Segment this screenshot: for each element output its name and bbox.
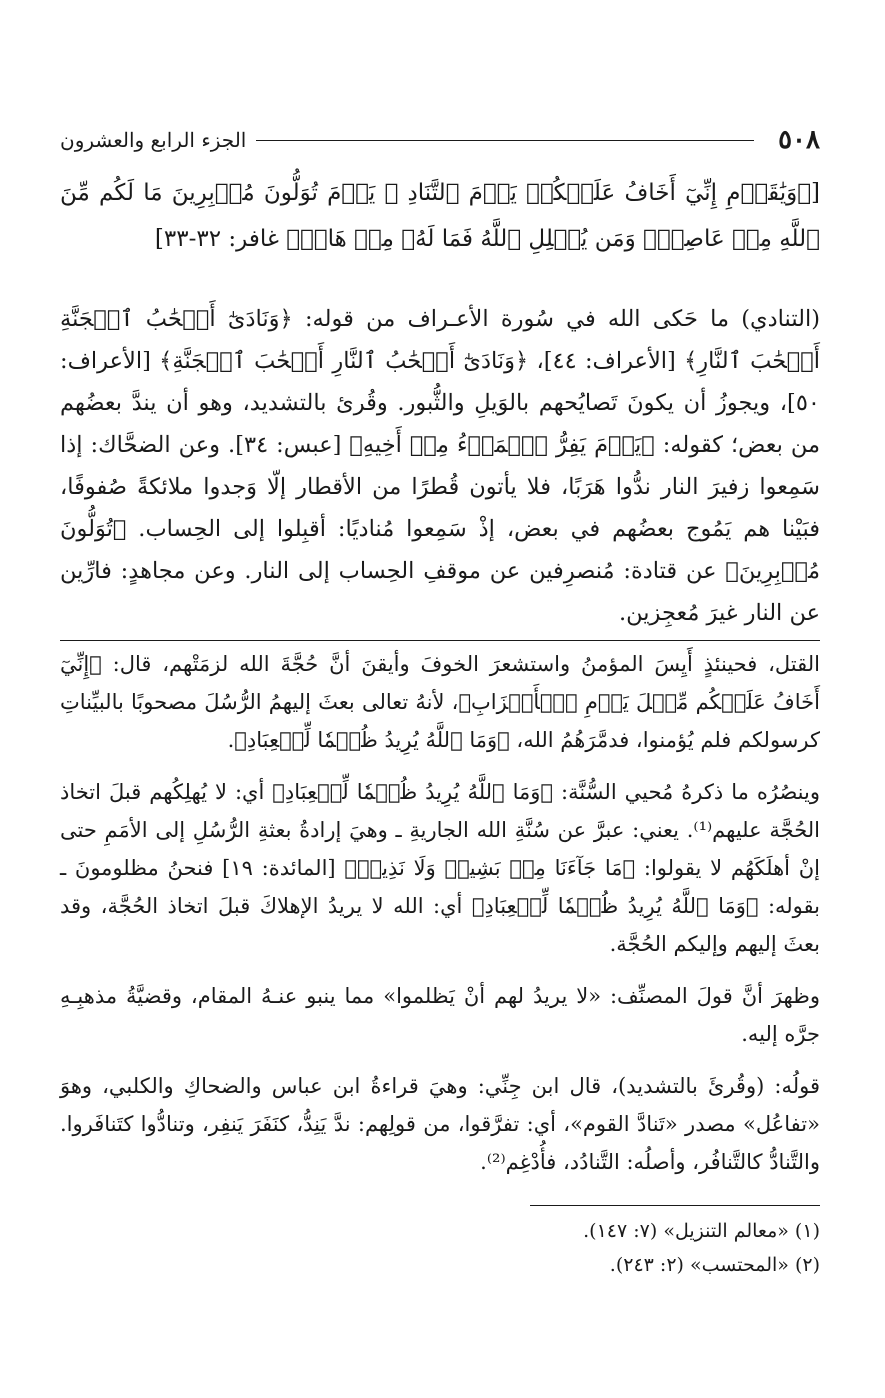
quranic-verse: [﴿وَيَٰقَوۡمِ إِنِّيٓ أَخَافُ عَلَيۡكُمۡ يَوۡمَ ٱلتَّنَادِ ۞ يَوۡمَ تُوَلُّونَ مُدۡبِرِينَ مَا لَكُم مِّنَ ٱللَّهِ مِنۡ عَاصِمٖۗ وَمَن يُضۡلِلِ ٱللَّهُ فَمَا لَهُۥ مِنۡ هَادٖ﴾ غافر: ٣٢-٣٣] [60, 180, 820, 252]
footnote: (١) «معالم التنزيل» (٧: ١٤٧). [583, 1220, 820, 1242]
footnote-rule [530, 1205, 820, 1206]
running-title: الجزء الرابع والعشرون [60, 128, 247, 152]
commentary-paragraph: قولُه: (وقُرئَ بالتشديد)، قال ابن جِنِّي: وهيَ قراءةُ ابن عباس والضحاكِ والكلبي، وهوَ «تفاعُل» مصدر «تَنادَّ القوم»، أي: تفرَّقوا، من قولِهم: ندَّ يَنِدُّ، كنَفَرَ يَنفِر، وتنادُّوا كتَنافَروا. والتَّنادُّ كالتَّنافُر، وأصلُه: التَّنادُد، فأُدْغِم⁽²⁾. [60, 1074, 820, 1174]
commentary-paragraph: القتل، فحينئذٍ أَيِسَ المؤمنُ واستشعرَ الخوفَ وأيقنَ أنَّ حُجَّةَ الله لزمَتْهم، قال: ﴿إِنِّيٓ أَخَافُ عَلَيۡكُم مِّثۡلَ يَوۡمِ ٱلۡأَحۡزَابِ﴾، لأنهُ تعالى بعثَ إليهمُ الرُّسُلَ مصحوبًا بالبيِّناتِ كرسولكم فلم يُؤمنوا، فدمَّرَهُمُ الله، ﴿وَمَا ٱللَّهُ يُرِيدُ ظُلۡمٗا لِّلۡعِبَادِ﴾. [60, 652, 820, 752]
commentary-paragraph: وظهرَ أنَّ قولَ المصنِّف: «لا يريدُ لهم أنْ يَظلموا» مما ينبو عنـهُ المقام، وقضيَّةُ مذهبِـهِ جرَّه إليه. [60, 984, 820, 1046]
main-paragraph: (التنادي) ما حَكى الله في سُورة الأعـراف من قوله: ﴿وَنَادَىٰٓ أَصۡحَٰبُ ٱلۡجَنَّةِ أَصۡحَٰبَ ٱلنَّارِ﴾ [الأعراف: ٤٤]، ﴿وَنَادَىٰٓ أَصۡحَٰبُ ٱلنَّارِ أَصۡحَٰبَ ٱلۡجَنَّةِ﴾ [الأعراف: ٥٠]، ويجوزُ أن يكونَ تَصايُحهم بالوَيلِ والثُّبور. وقُرئ بالتشديد، وهو أن يندَّ بعضُهم من بعض؛ كقوله: ﴿يَوۡمَ يَفِرُّ ٱلۡمَرۡءُ مِنۡ أَخِيهِ﴾ [عبس: ٣٤]. وعن الضحَّاك: إذا سَمِعوا زفيرَ النار ندُّوا هَرَبًا، فلا يأتون قُطرًا من الأقطار إلّا وَجدوا ملائكةً صُفوفًا، فبَيْنا هم يَمُوج بعضُهم في بعض، إذْ سَمِعوا مُناديًا: أقبِلوا إلى الحِساب. ﴿تُوَلُّونَ مُدۡبِرِينَ﴾ عن قتادة: مُنصرِفين عن موقفِ الحِساب إلى النار. وعن مجاهدٍ: فارِّين عن النار غيرَ مُعجِزين. [60, 306, 820, 626]
section-divider [60, 640, 820, 641]
book-page [60, 120, 820, 1282]
header-rule [256, 140, 754, 141]
running-header [60, 120, 820, 160]
footnote: (٢) «المحتسب» (٢: ٢٤٣). [609, 1254, 820, 1276]
commentary-paragraph: وينصُرُه ما ذكرهُ مُحيي السُّنَّة: ﴿وَمَا ٱللَّهُ يُرِيدُ ظُلۡمٗا لِّلۡعِبَادِ﴾ أي: لا يُهلِكُهم قبلَ اتخاذ الحُجَّة عليهم⁽¹⁾. يعني: عبرَّ عن سُنَّةِ الله الجاريةِ ـ وهيَ إرادةُ بعثةِ الرُّسُلِ إلى الأمَمِ حتى إنْ أهلَكَهُم لا يقولوا: ﴿مَا جَآءَنَا مِنۢ بَشِيرٖ وَلَا نَذِيرٖ﴾ [المائدة: ١٩] فنحنُ مظلومونَ ـ بقوله: ﴿وَمَا ٱللَّهُ يُرِيدُ ظُلۡمٗا لِّلۡعِبَادِ﴾ أي: الله لا يريدُ الإهلاكَ قبلَ اتخاذ الحُجَّة، وقد بعثَ إليهم وإليكم الحُجَّة. [60, 780, 820, 956]
page-number: ٥٠٨ [778, 125, 820, 155]
